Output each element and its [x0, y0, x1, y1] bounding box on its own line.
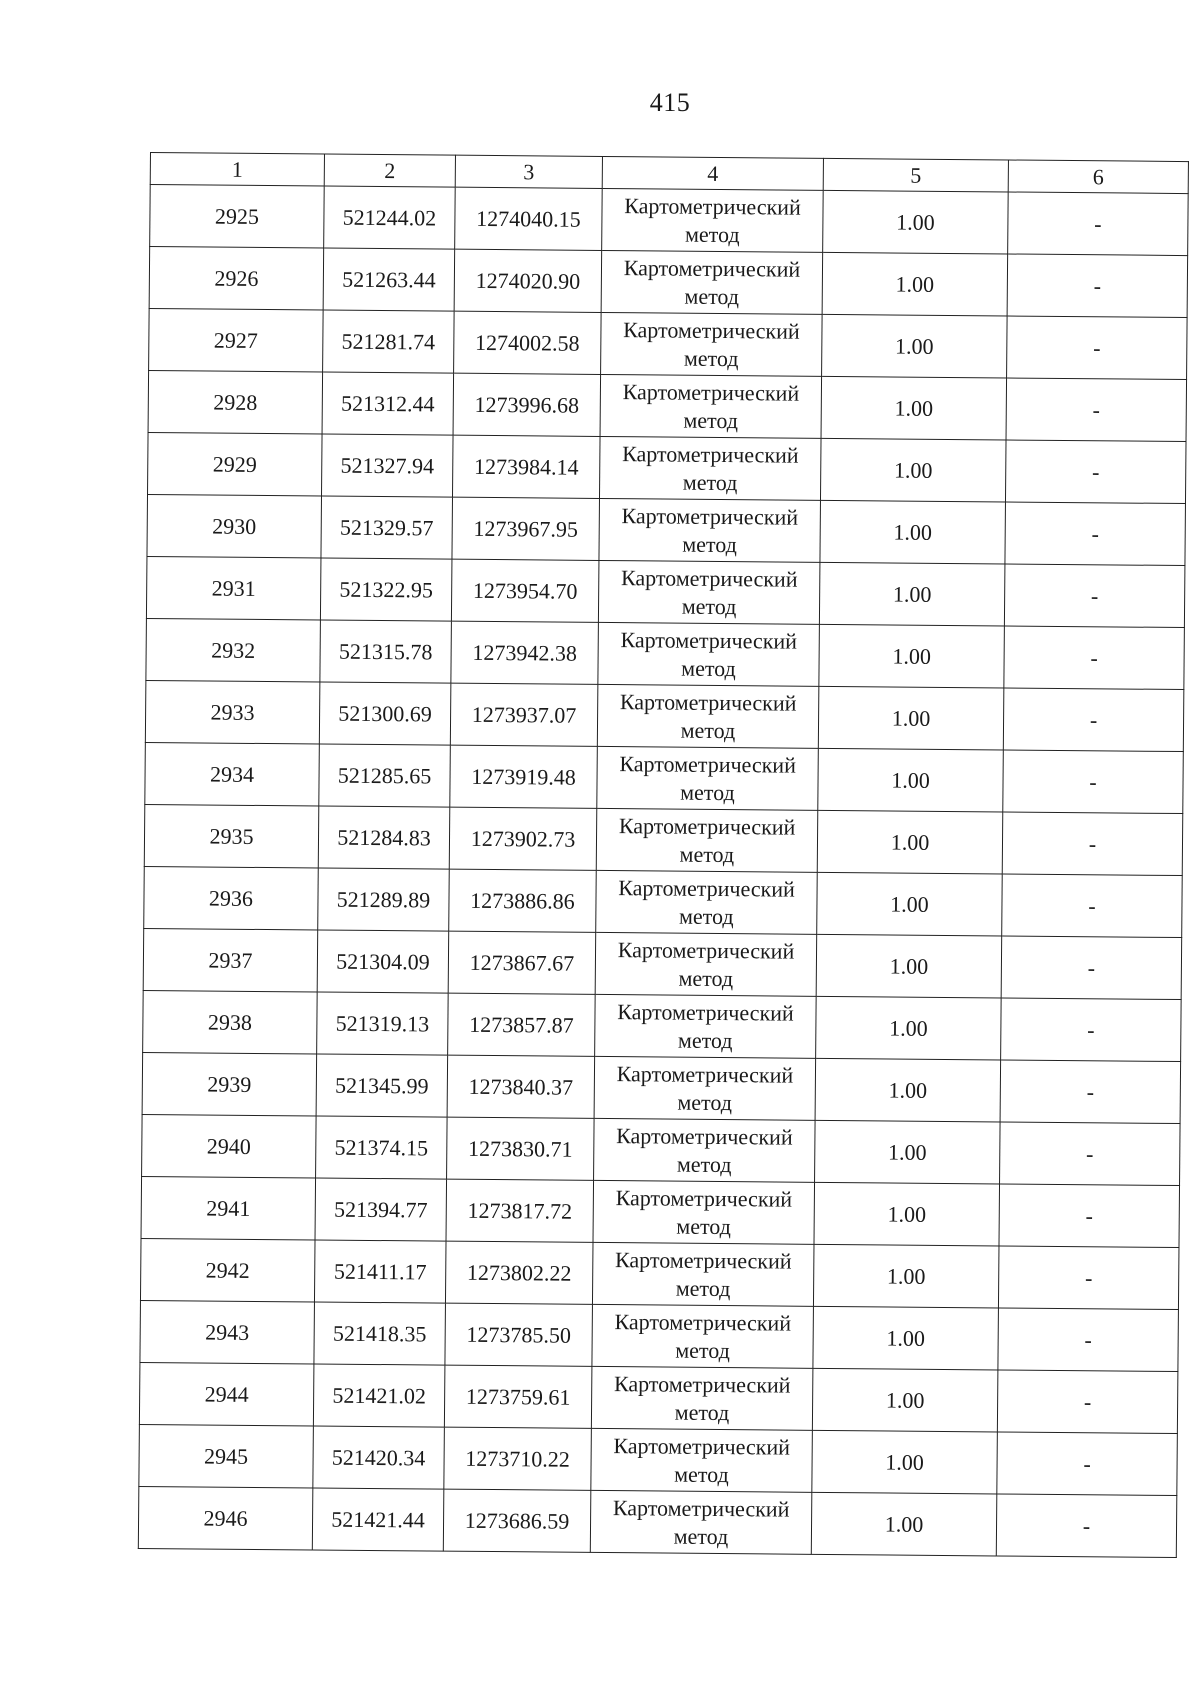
method-line-1: Картометрический	[618, 874, 795, 902]
table-row	[139, 1424, 1178, 1495]
method-cell	[592, 1242, 814, 1306]
method-line-2: метод	[680, 717, 736, 743]
note-cell: -	[1002, 874, 1183, 938]
method-line-2: метод	[674, 1399, 730, 1425]
accuracy-cell: 1.00	[819, 562, 1005, 626]
method-line-2: метод	[684, 283, 740, 309]
point-number-cell: 2932	[146, 618, 321, 682]
point-number-cell: 2927	[149, 308, 324, 372]
accuracy-cell: 1.00	[812, 1368, 998, 1432]
x-coordinate-cell: 521300.69	[319, 682, 451, 745]
method-line-1: Картометрический	[622, 378, 800, 406]
accuracy-cell: 1.00	[817, 872, 1003, 936]
method-line-1: Картометрический	[620, 564, 798, 592]
note-cell: -	[1007, 316, 1188, 380]
method-line-2: метод	[682, 469, 738, 495]
y-coordinate-cell: 1274020.90	[454, 249, 602, 312]
x-coordinate-cell: 521263.44	[323, 248, 455, 311]
table-row	[149, 308, 1188, 379]
method-line-2: метод	[673, 1523, 729, 1549]
method-line-2: метод	[683, 345, 739, 371]
point-number-cell: 2946	[138, 1486, 313, 1550]
method-cell	[601, 250, 823, 314]
x-coordinate-cell: 521284.83	[318, 806, 450, 869]
x-coordinate-cell: 521420.34	[313, 1426, 445, 1489]
point-number-cell: 2929	[148, 432, 323, 496]
method-line-2: метод	[675, 1337, 730, 1363]
point-number-cell: 2931	[146, 556, 321, 620]
y-coordinate-cell: 1273759.61	[444, 1365, 592, 1428]
method-line-1: Картометрический	[613, 1432, 791, 1460]
note-cell: -	[1007, 254, 1188, 318]
method-line-1: Картометрический	[622, 440, 799, 468]
y-coordinate-cell: 1273785.50	[445, 1303, 593, 1366]
method-line-2: метод	[678, 903, 734, 929]
method-line-2: метод	[683, 407, 739, 433]
x-coordinate-cell: 521244.02	[324, 186, 456, 249]
accuracy-cell: 1.00	[816, 996, 1002, 1060]
method-line-1: Картометрический	[613, 1370, 791, 1398]
table-row	[147, 494, 1186, 565]
point-number-cell: 2944	[139, 1362, 314, 1426]
method-cell	[599, 498, 821, 562]
method-line-2: метод	[678, 965, 734, 991]
method-line-1: Картометрический	[623, 254, 801, 282]
accuracy-cell: 1.00	[815, 1058, 1001, 1122]
x-coordinate-cell: 521327.94	[322, 434, 454, 497]
method-cell	[593, 1180, 815, 1244]
column-header-2: 2	[324, 154, 455, 187]
method-line-1: Картометрический	[615, 1184, 793, 1212]
accuracy-cell: 1.00	[822, 252, 1008, 316]
accuracy-cell: 1.00	[814, 1182, 1000, 1246]
note-cell: -	[999, 1184, 1180, 1248]
y-coordinate-cell: 1273840.37	[447, 1055, 595, 1118]
table-row	[145, 680, 1184, 751]
column-header-6: 6	[1008, 160, 1188, 194]
point-number-cell: 2939	[142, 1052, 317, 1116]
x-coordinate-cell: 521322.95	[320, 558, 452, 621]
point-number-cell: 2942	[140, 1238, 315, 1302]
method-line-2: метод	[674, 1461, 729, 1487]
method-cell	[602, 188, 824, 252]
method-line-2: метод	[681, 593, 737, 619]
method-line-1: Картометрический	[614, 1308, 792, 1336]
point-number-cell: 2940	[142, 1114, 317, 1178]
y-coordinate-cell: 1274002.58	[454, 311, 602, 374]
table-row	[144, 866, 1183, 937]
table-row	[145, 742, 1184, 813]
note-cell: -	[1008, 192, 1189, 256]
table-body	[138, 185, 1188, 1558]
point-number-cell: 2930	[147, 494, 322, 558]
y-coordinate-cell: 1273937.07	[450, 683, 598, 746]
table-row	[140, 1238, 1179, 1309]
note-cell: -	[1004, 564, 1185, 628]
accuracy-cell: 1.00	[817, 810, 1003, 874]
y-coordinate-cell: 1273686.59	[443, 1489, 591, 1552]
column-header-1: 1	[150, 153, 324, 187]
y-coordinate-cell: 1273996.68	[453, 373, 601, 436]
accuracy-cell: 1.00	[820, 500, 1006, 564]
method-cell	[591, 1366, 813, 1430]
y-coordinate-cell: 1273984.14	[452, 435, 600, 498]
accuracy-cell: 1.00	[815, 1120, 1001, 1184]
y-coordinate-cell: 1273710.22	[444, 1427, 592, 1490]
accuracy-cell: 1.00	[818, 748, 1004, 812]
point-number-cell: 2937	[143, 928, 318, 992]
y-coordinate-cell: 1274040.15	[455, 187, 603, 250]
method-line-2: метод	[676, 1213, 732, 1239]
method-line-1: Картометрический	[623, 316, 800, 344]
method-cell	[594, 1118, 816, 1182]
point-number-cell: 2925	[150, 185, 325, 249]
x-coordinate-cell: 521304.09	[317, 930, 449, 993]
y-coordinate-cell: 1273954.70	[451, 559, 599, 622]
column-header-3: 3	[455, 155, 602, 188]
method-line-1: Картометрический	[614, 1246, 792, 1274]
x-coordinate-cell: 521289.89	[318, 868, 450, 931]
accuracy-cell: 1.00	[812, 1430, 998, 1494]
point-number-cell: 2928	[148, 370, 323, 434]
x-coordinate-cell: 521312.44	[322, 372, 454, 435]
method-cell	[596, 870, 818, 934]
method-cell	[591, 1428, 813, 1492]
method-line-2: метод	[682, 531, 737, 557]
y-coordinate-cell: 1273802.22	[445, 1241, 593, 1304]
method-line-2: метод	[680, 779, 735, 805]
point-number-cell: 2938	[143, 990, 318, 1054]
note-cell: -	[1005, 502, 1186, 566]
note-cell: -	[1004, 626, 1185, 690]
method-line-2: метод	[676, 1151, 732, 1177]
x-coordinate-cell: 521315.78	[320, 620, 452, 683]
note-cell: -	[1006, 378, 1187, 442]
point-number-cell: 2934	[145, 742, 320, 806]
note-cell: -	[1000, 1060, 1181, 1124]
table-row	[138, 1486, 1177, 1557]
method-cell	[600, 374, 822, 438]
x-coordinate-cell: 521421.02	[313, 1364, 445, 1427]
x-coordinate-cell: 521285.65	[319, 744, 451, 807]
y-coordinate-cell: 1273886.86	[449, 869, 597, 932]
y-coordinate-cell: 1273857.87	[448, 993, 596, 1056]
method-line-2: метод	[679, 841, 735, 867]
y-coordinate-cell: 1273942.38	[451, 621, 599, 684]
note-cell: -	[1000, 1122, 1181, 1186]
table-row	[139, 1362, 1178, 1433]
x-coordinate-cell: 521281.74	[323, 310, 455, 373]
accuracy-cell: 1.00	[821, 376, 1007, 440]
point-number-cell: 2945	[139, 1424, 314, 1488]
table-row	[142, 1114, 1181, 1185]
point-number-cell: 2941	[141, 1176, 316, 1240]
point-number-cell: 2933	[145, 680, 320, 744]
table-row	[143, 928, 1182, 999]
note-cell: -	[1001, 936, 1182, 1000]
table-row	[140, 1300, 1179, 1371]
table-row	[148, 432, 1187, 503]
table-row	[146, 618, 1185, 689]
x-coordinate-cell: 521319.13	[317, 992, 449, 1055]
x-coordinate-cell: 521329.57	[321, 496, 453, 559]
table-row	[146, 556, 1185, 627]
method-line-1: Картометрический	[624, 192, 801, 220]
note-cell: -	[998, 1246, 1179, 1310]
method-line-1: Картометрический	[617, 998, 794, 1026]
method-cell	[594, 1056, 816, 1120]
method-cell	[596, 808, 818, 872]
column-header-5: 5	[823, 158, 1008, 192]
accuracy-cell: 1.00	[822, 314, 1008, 378]
method-line-2: метод	[677, 1089, 733, 1115]
method-cell	[598, 622, 820, 686]
table-row	[150, 185, 1189, 256]
method-cell	[601, 312, 823, 376]
x-coordinate-cell: 521345.99	[316, 1054, 448, 1117]
note-cell: -	[1002, 812, 1183, 876]
accuracy-cell: 1.00	[813, 1306, 999, 1370]
method-line-1: Картометрический	[617, 936, 795, 964]
x-coordinate-cell: 521418.35	[314, 1302, 446, 1365]
method-cell	[595, 932, 817, 996]
method-cell	[595, 994, 817, 1058]
method-line-1: Картометрический	[621, 502, 799, 530]
point-number-cell: 2943	[140, 1300, 315, 1364]
x-coordinate-cell: 521394.77	[315, 1178, 447, 1241]
y-coordinate-cell: 1273967.95	[452, 497, 600, 560]
y-coordinate-cell: 1273867.67	[448, 931, 596, 994]
table-row	[144, 804, 1183, 875]
accuracy-cell: 1.00	[816, 934, 1002, 998]
method-line-2: метод	[677, 1027, 733, 1053]
method-line-2: метод	[684, 221, 740, 247]
accuracy-cell: 1.00	[820, 438, 1006, 502]
method-cell	[599, 436, 821, 500]
accuracy-cell: 1.00	[819, 624, 1005, 688]
y-coordinate-cell: 1273817.72	[446, 1179, 594, 1242]
method-line-1: Картометрический	[612, 1494, 790, 1522]
method-line-2: метод	[681, 655, 736, 681]
table-row	[149, 247, 1188, 318]
method-cell	[592, 1304, 814, 1368]
point-number-cell: 2926	[149, 247, 324, 311]
x-coordinate-cell: 521411.17	[314, 1240, 446, 1303]
table-row	[143, 990, 1182, 1061]
method-line-1: Картометрический	[616, 1122, 793, 1150]
accuracy-cell: 1.00	[818, 686, 1004, 750]
method-line-1: Картометрический	[620, 626, 798, 654]
table-row	[141, 1176, 1180, 1247]
point-number-cell: 2936	[144, 866, 319, 930]
note-cell: -	[1003, 750, 1184, 814]
point-number-cell: 2935	[144, 804, 319, 868]
page-number: 415	[649, 88, 691, 117]
accuracy-cell: 1.00	[813, 1244, 999, 1308]
table-row	[148, 370, 1187, 441]
method-line-1: Картометрический	[619, 750, 797, 778]
note-cell: -	[997, 1432, 1178, 1496]
x-coordinate-cell: 521374.15	[316, 1116, 448, 1179]
y-coordinate-cell: 1273830.71	[447, 1117, 595, 1180]
method-line-1: Картометрический	[616, 1060, 794, 1088]
note-cell: -	[997, 1370, 1178, 1434]
column-header-4: 4	[602, 156, 823, 190]
y-coordinate-cell: 1273902.73	[449, 807, 597, 870]
accuracy-cell: 1.00	[811, 1492, 997, 1556]
x-coordinate-cell: 521421.44	[312, 1488, 444, 1551]
accuracy-cell: 1.00	[823, 190, 1009, 254]
coordinates-table	[138, 152, 1189, 1558]
note-cell: -	[1001, 998, 1182, 1062]
note-cell: -	[1003, 688, 1184, 752]
method-cell	[597, 746, 819, 810]
method-cell	[597, 684, 819, 748]
note-cell: -	[1005, 440, 1186, 504]
method-line-2: метод	[675, 1275, 731, 1301]
table-row	[142, 1052, 1181, 1123]
method-line-1: Картометрический	[618, 812, 796, 840]
note-cell: -	[996, 1494, 1177, 1558]
method-cell	[598, 560, 820, 624]
y-coordinate-cell: 1273919.48	[450, 745, 598, 808]
method-cell	[590, 1490, 812, 1554]
note-cell: -	[998, 1308, 1179, 1372]
method-line-1: Картометрический	[619, 688, 797, 716]
